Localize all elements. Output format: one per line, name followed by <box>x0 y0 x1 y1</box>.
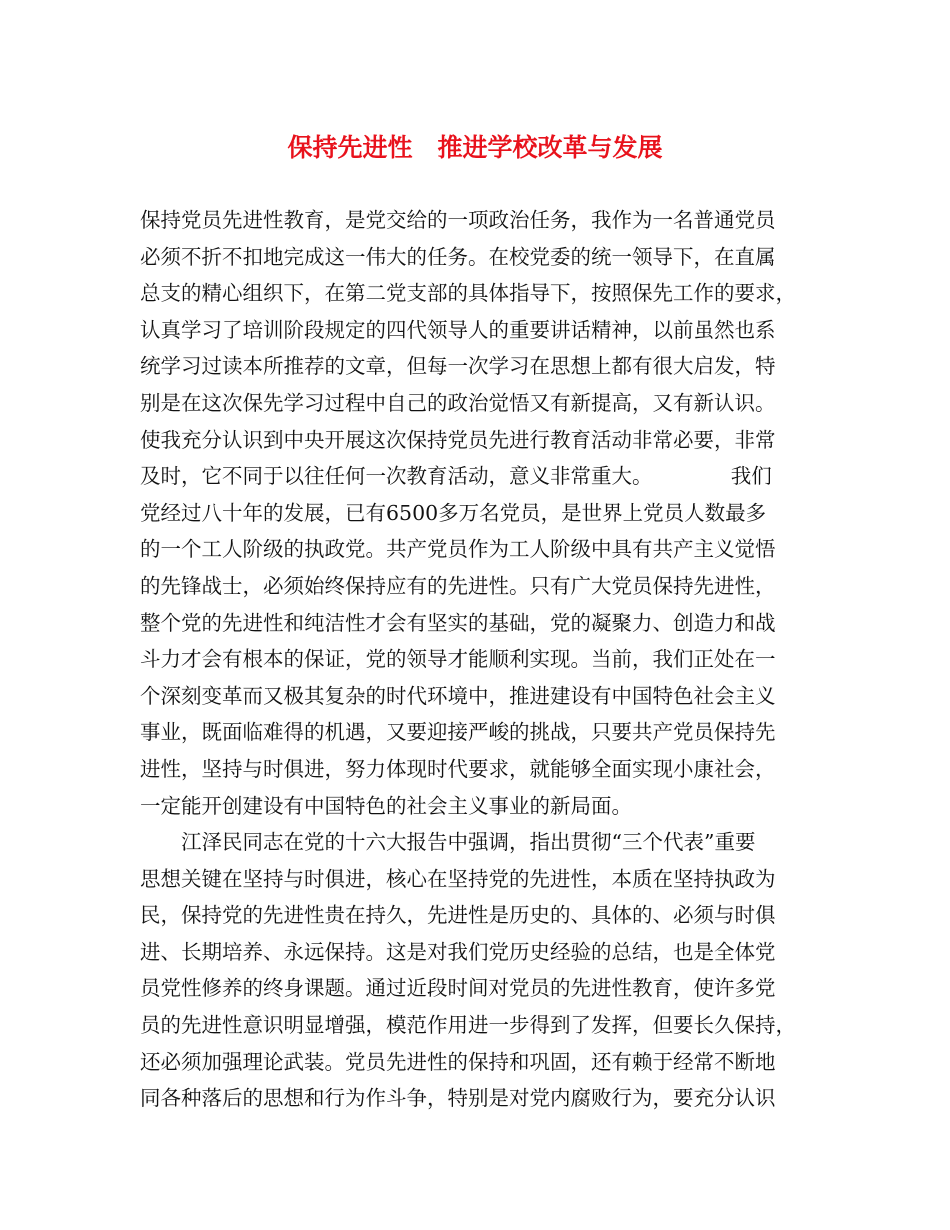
text-line: 使我充分认识到中央开展这次保持党员先进行教育活动非常必要，非常 <box>140 427 776 452</box>
text-line: 及时，它不同于以往任何一次教育活动，意义非常重大。 我们 <box>140 464 772 489</box>
text-line: 事业，既面临难得的机遇，又要迎接严峻的挑战，只要共产党员保持先 <box>140 720 776 745</box>
text-line: 进性，坚持与时俱进，努力体现时代要求，就能够全面实现小康社会， <box>140 756 776 781</box>
document-title: 保持先进性 推进学校改革与发展 <box>287 133 663 162</box>
paragraph-2 <box>140 824 830 1117</box>
text-line: 进、长期培养、永远保持。这是对我们党历史经验的总结，也是全体党 <box>140 939 776 964</box>
text-line: 的一个工人阶级的执政党。共产党员作为工人阶级中具有共产主义觉悟 <box>140 537 776 562</box>
text-line: 的先锋战士，必须始终保持应有的先进性。只有广大党员保持先进性， <box>140 573 776 598</box>
text-line: 整个党的先进性和纯洁性才会有坚实的基础，党的凝聚力、创造力和战 <box>140 610 776 635</box>
text-line: 民，保持党的先进性贵在持久，先进性是历史的、具体的、必须与时俱 <box>140 903 776 928</box>
text-line: 保持党员先进性教育，是党交给的一项政治任务，我作为一名普通党员 <box>140 208 776 232</box>
text-line: 别是在这次保先学习过程中自己的政治觉悟又有新提高，又有新认识。 <box>140 390 776 415</box>
text-line: 认真学习了培训阶段规定的四代领导人的重要讲话精神，以前虽然也系 <box>140 317 776 342</box>
text-line: 员的先进性意识明显增强，模范作用进一步得到了发挥，但要长久保持， <box>140 1013 796 1038</box>
text-line: 必须不折不扣地完成这一伟大的任务。在校党委的统一领导下，在直属 <box>140 244 776 269</box>
text-line: 党经过八十年的发展，已有6500多万名党员，是世界上党员人数最多 <box>140 500 767 525</box>
text-line: 江泽民同志在党的十六大报告中强调，指出贯彻“三个代表”重要 <box>181 830 756 855</box>
text-line: 斗力才会有根本的保证，党的领导才能顺利实现。当前，我们正处在一 <box>140 647 776 672</box>
text-line: 还必须加强理论武装。党员先进性的保持和巩固，还有赖于经常不断地 <box>140 1049 776 1074</box>
text-line: 统学习过读本所推荐的文章，但每一次学习在思想上都有很大启发，特 <box>140 354 776 379</box>
text-line: 思想关键在坚持与时俱进，核心在坚持党的先进性，本质在坚持执政为 <box>140 866 776 891</box>
text-line: 一定能开创建设有中国特色的社会主义事业的新局面。 <box>140 793 632 818</box>
text-line: 同各种落后的思想和行为作斗争，特别是对党内腐败行为，要充分认识 <box>140 1086 776 1111</box>
text-line: 总支的精心组织下，在第二党支部的具体指导下，按照保先工作的要求， <box>140 281 796 306</box>
paragraph-1 <box>140 202 830 824</box>
text-line: 个深刻变革而又极其复杂的时代环境中，推进建设有中国特色社会主义 <box>140 683 776 708</box>
document-body <box>140 202 830 1117</box>
text-line: 员党性修养的终身课题。通过近段时间对党员的先进性教育，使许多党 <box>140 976 776 1001</box>
